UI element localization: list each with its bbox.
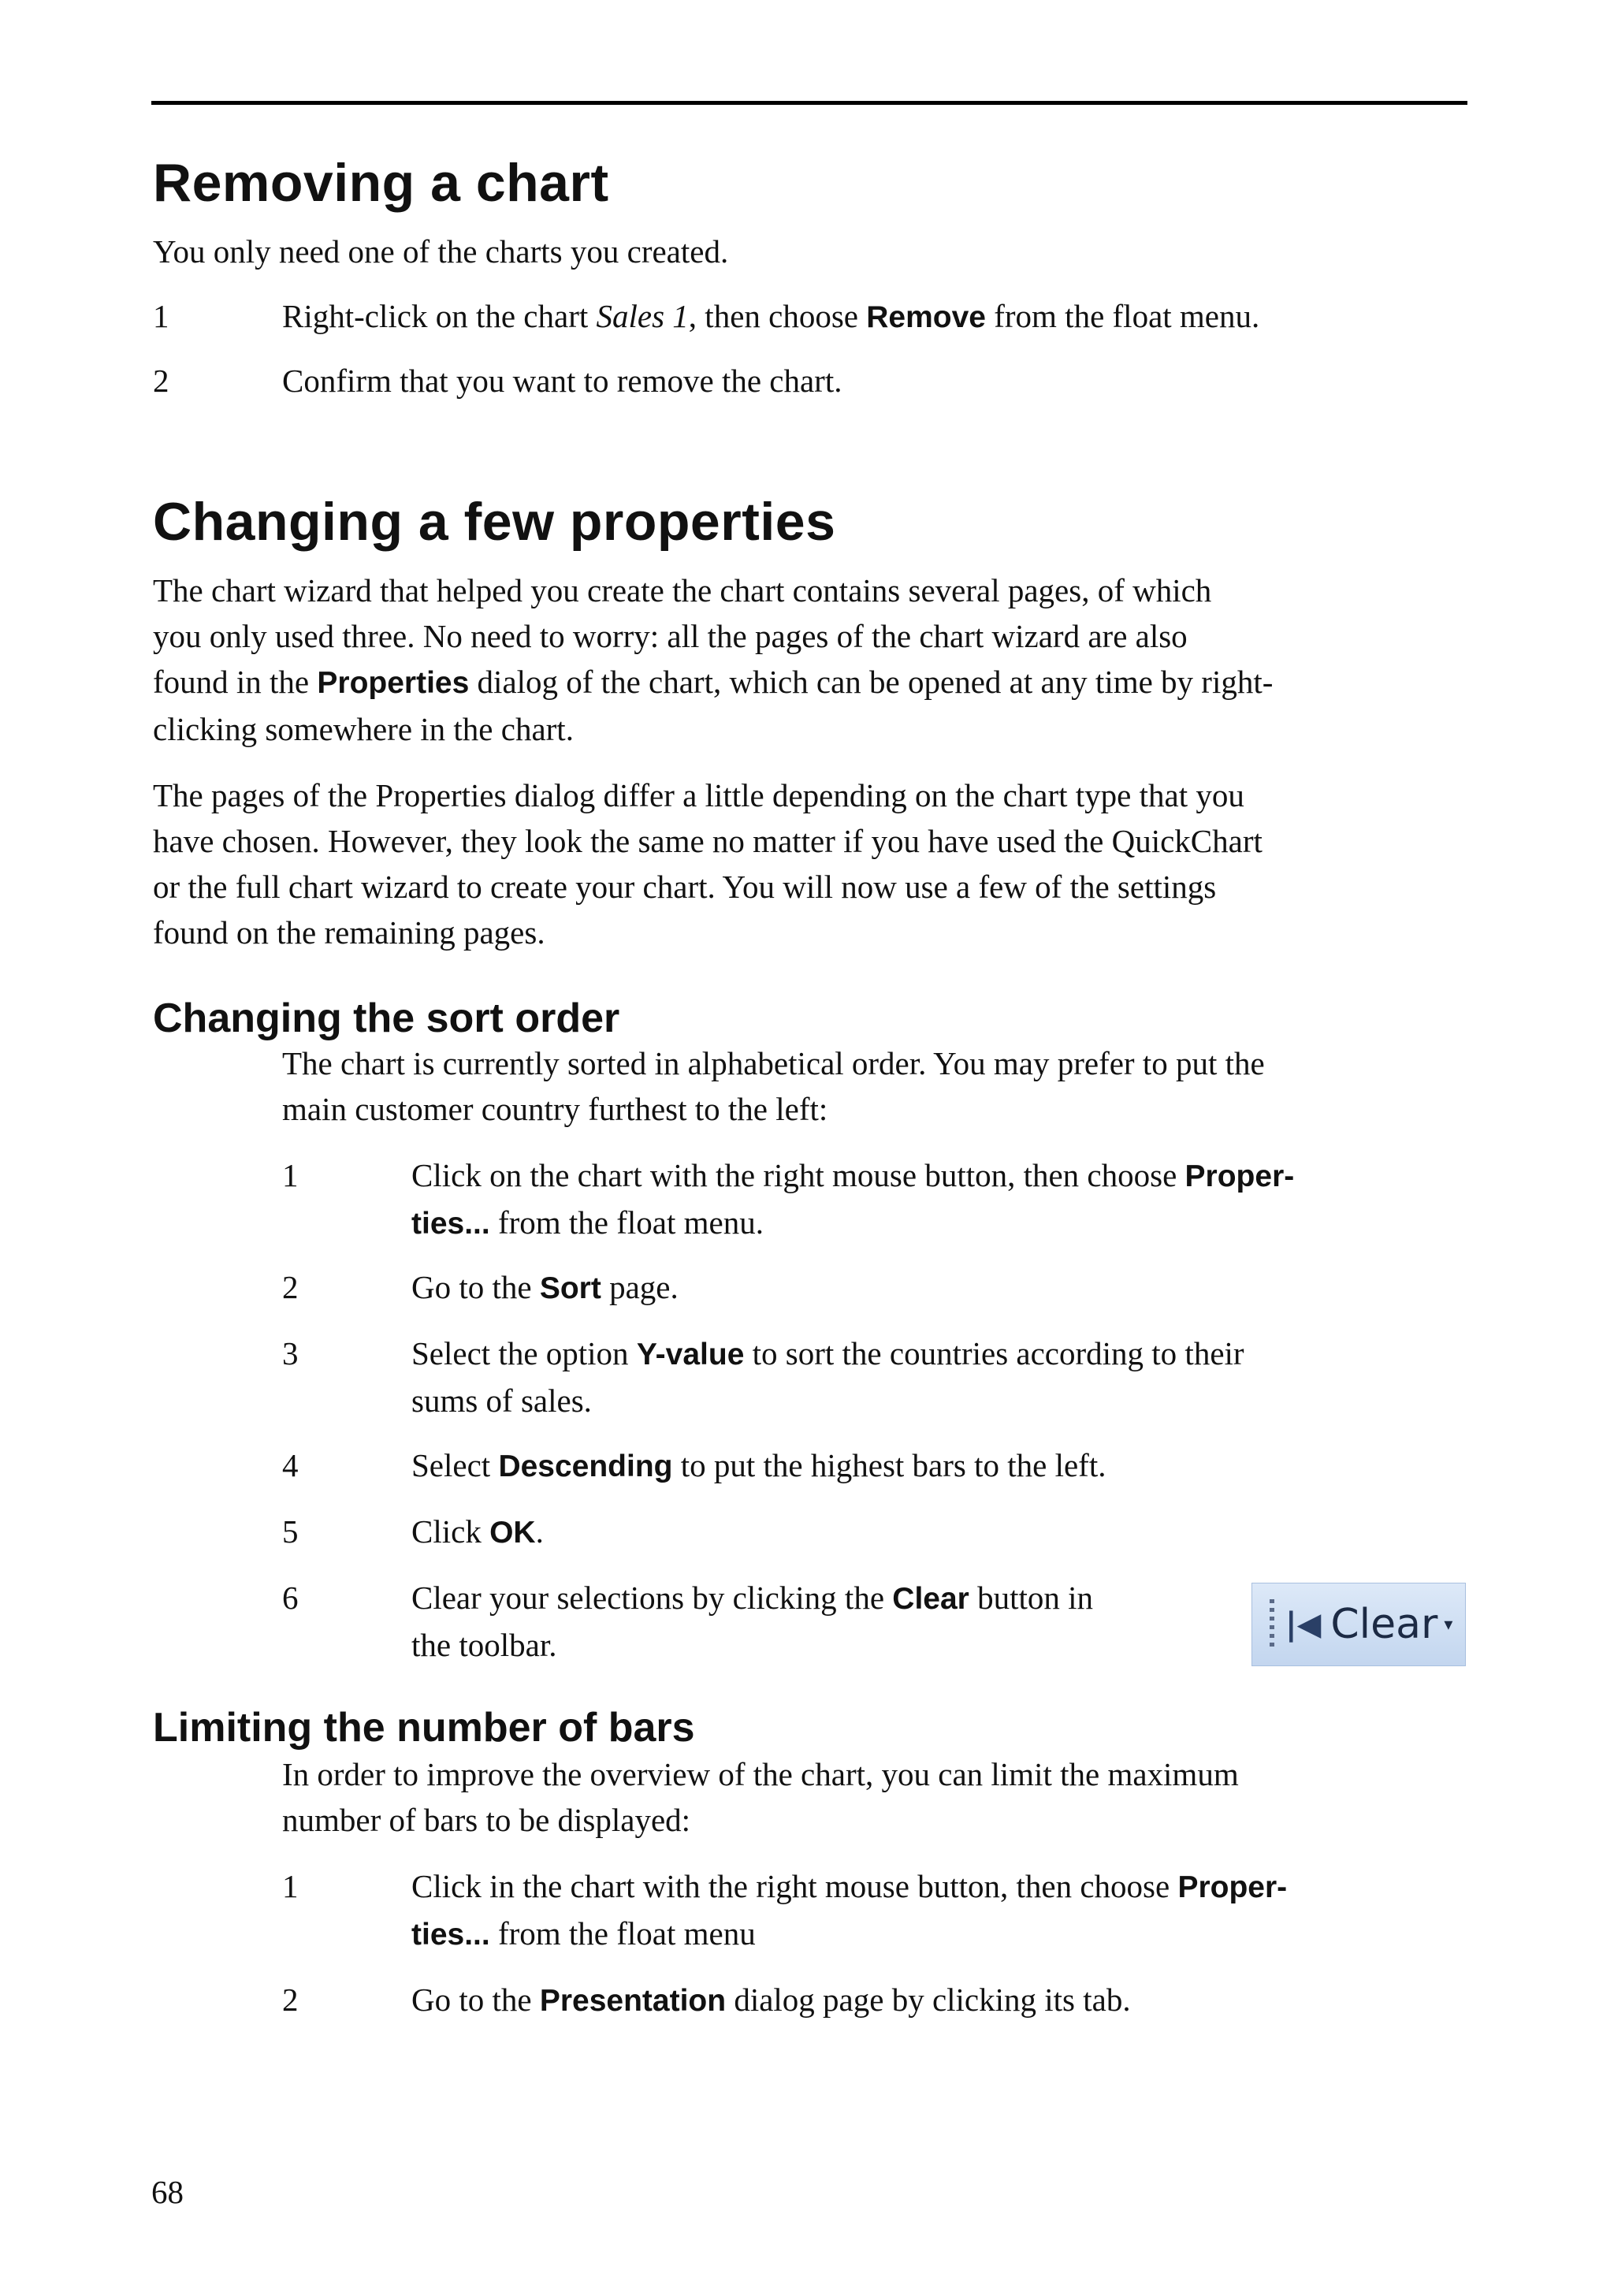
limit-step-1-text-b: from the float menu [489,1915,756,1952]
properties-p1-line-3-a: found in the [153,664,318,700]
limit-step-1 [411,1863,1467,1958]
sort-intro-line-1: The chart is currently sorted in alphabetical order. You may prefer to put the [282,1045,1265,1081]
clear-toolbar-button[interactable] [1251,1583,1466,1666]
sort-step-1-number: 1 [282,1157,299,1193]
properties-p1-line-3 [153,659,1471,706]
limit-intro-line-1: In order to improve the overview of the chart, you can limit the maximum [282,1756,1239,1792]
properties-p1-line-1: The chart wizard that helped you create the chart contains several pages, of which [153,572,1212,608]
sort-step-1-bold-a: Proper- [1184,1159,1295,1193]
sort-step-3-line-2: sums of sales. [411,1382,592,1419]
sort-step-3-line-1 [411,1330,1467,1378]
limit-intro [282,1751,1464,1843]
sort-step-1-text-b: from the float menu. [489,1204,764,1241]
sort-step-4-number: 4 [282,1447,299,1483]
properties-p2-line-2: have chosen. However, they look the same no matter if you have used the QuickChart [153,823,1263,859]
sort-step-1-text-a: Click on the chart with the right mouse button, then choose [411,1157,1185,1193]
sort-step-2 [411,1264,679,1312]
clear-selection-icon: |◀ [1285,1606,1322,1643]
properties-p1-line-3-b: dialog of the chart, which can be opened at any time by right- [469,664,1274,700]
descending-option: Descending [498,1449,673,1483]
heading-sort-order: Changing the sort order [153,995,620,1041]
heading-changing-properties: Changing a few properties [153,492,836,552]
limit-step-1-number: 1 [282,1868,299,1904]
removing-step-1-number: 1 [153,298,169,334]
sort-step-1 [411,1152,1467,1247]
sort-step-1-line-2 [411,1200,1467,1247]
limit-step-1-text-a: Click in the chart with the right mouse button, then choose [411,1868,1178,1904]
clear-button-name: Clear [892,1582,969,1616]
removing-step-1 [282,293,1259,340]
page-number: 68 [151,2174,184,2210]
properties-p2-line-4: found on the remaining pages. [153,914,545,951]
sort-step-6-text-a: Clear your selections by clicking the [411,1580,893,1616]
sort-step-4 [411,1442,1106,1490]
limit-step-1-bold-a: Proper- [1177,1870,1288,1904]
sort-step-3-text-b: to sort the countries according to their [744,1335,1244,1371]
limit-step-1-line-2 [411,1911,1467,1958]
sort-step-2-text-a: Go to the [411,1269,540,1305]
sort-step-6-number: 6 [282,1580,299,1616]
sort-step-5-number: 5 [282,1513,299,1550]
sort-step-4-text-b: to put the highest bars to the left. [672,1447,1106,1483]
toolbar-grip-icon [1270,1599,1274,1650]
limit-step-2-text-b: dialog page by clicking its tab. [726,1982,1131,2018]
properties-p1-line-2: you only used three. No need to worry: all the pages of the chart wizard are also [153,618,1188,654]
chart-name-sales-1: Sales 1 [596,298,689,334]
removing-step-1-text-b: , then choose [688,298,867,334]
properties-paragraph-2 [153,772,1471,955]
limit-step-1-bold-b: ties... [411,1918,490,1952]
remove-command: Remove [866,300,986,334]
sort-step-2-text-b: page. [601,1269,679,1305]
sort-step-3-number: 3 [282,1335,299,1371]
sort-step-5-text-b: . [535,1513,544,1550]
sort-step-3-text-a: Select the option [411,1335,637,1371]
limit-step-2-number: 2 [282,1982,299,2018]
ok-button-name: OK [489,1516,536,1550]
sort-step-6-text-b: button in [969,1580,1094,1616]
top-rule [151,101,1467,105]
removing-step-1-text-c: from the float menu. [985,298,1260,334]
sort-step-6-line-2: the toolbar. [411,1627,557,1663]
sort-step-1-bold-b: ties... [411,1207,490,1241]
dropdown-caret-icon: ▾ [1444,1614,1453,1635]
properties-p2-line-3: or the full chart wizard to create your chart. You will now use a few of the settings [153,869,1217,905]
sort-page-name: Sort [539,1271,601,1305]
sort-step-3 [411,1330,1467,1423]
sort-intro-line-2: main customer country furthest to the left: [282,1091,828,1127]
properties-p1-line-4: clicking somewhere in the chart. [153,711,574,747]
limit-step-2-text-a: Go to the [411,1982,540,2018]
limit-step-2 [411,1977,1131,2024]
clear-button-label: Clear [1330,1601,1438,1648]
limit-intro-line-2: number of bars to be displayed: [282,1802,691,1838]
properties-paragraph-1 [153,567,1471,752]
sort-step-4-text-a: Select [411,1447,499,1483]
removing-step-2-number: 2 [153,363,169,399]
sort-step-5 [411,1509,544,1556]
properties-command: Properties [317,666,470,700]
sort-step-1-line-1 [411,1152,1467,1200]
removing-step-1-text-a: Right-click on the chart [282,298,597,334]
sort-intro [282,1040,1464,1132]
properties-p2-line-1: The pages of the Properties dialog differ a little depending on the chart type that you [153,777,1244,813]
heading-limiting-bars: Limiting the number of bars [153,1705,695,1751]
sort-step-5-text-a: Click [411,1513,490,1550]
sort-step-2-number: 2 [282,1269,299,1305]
limit-step-1-line-1 [411,1863,1467,1911]
sort-step-6-line-1 [411,1575,1231,1622]
y-value-option: Y-value [636,1338,745,1371]
removing-intro: You only need one of the charts you created. [153,233,729,270]
heading-removing-a-chart: Removing a chart [153,153,609,213]
removing-step-2: Confirm that you want to remove the chart. [282,363,842,399]
sort-step-6 [411,1575,1231,1668]
presentation-page-name: Presentation [539,1984,727,2018]
